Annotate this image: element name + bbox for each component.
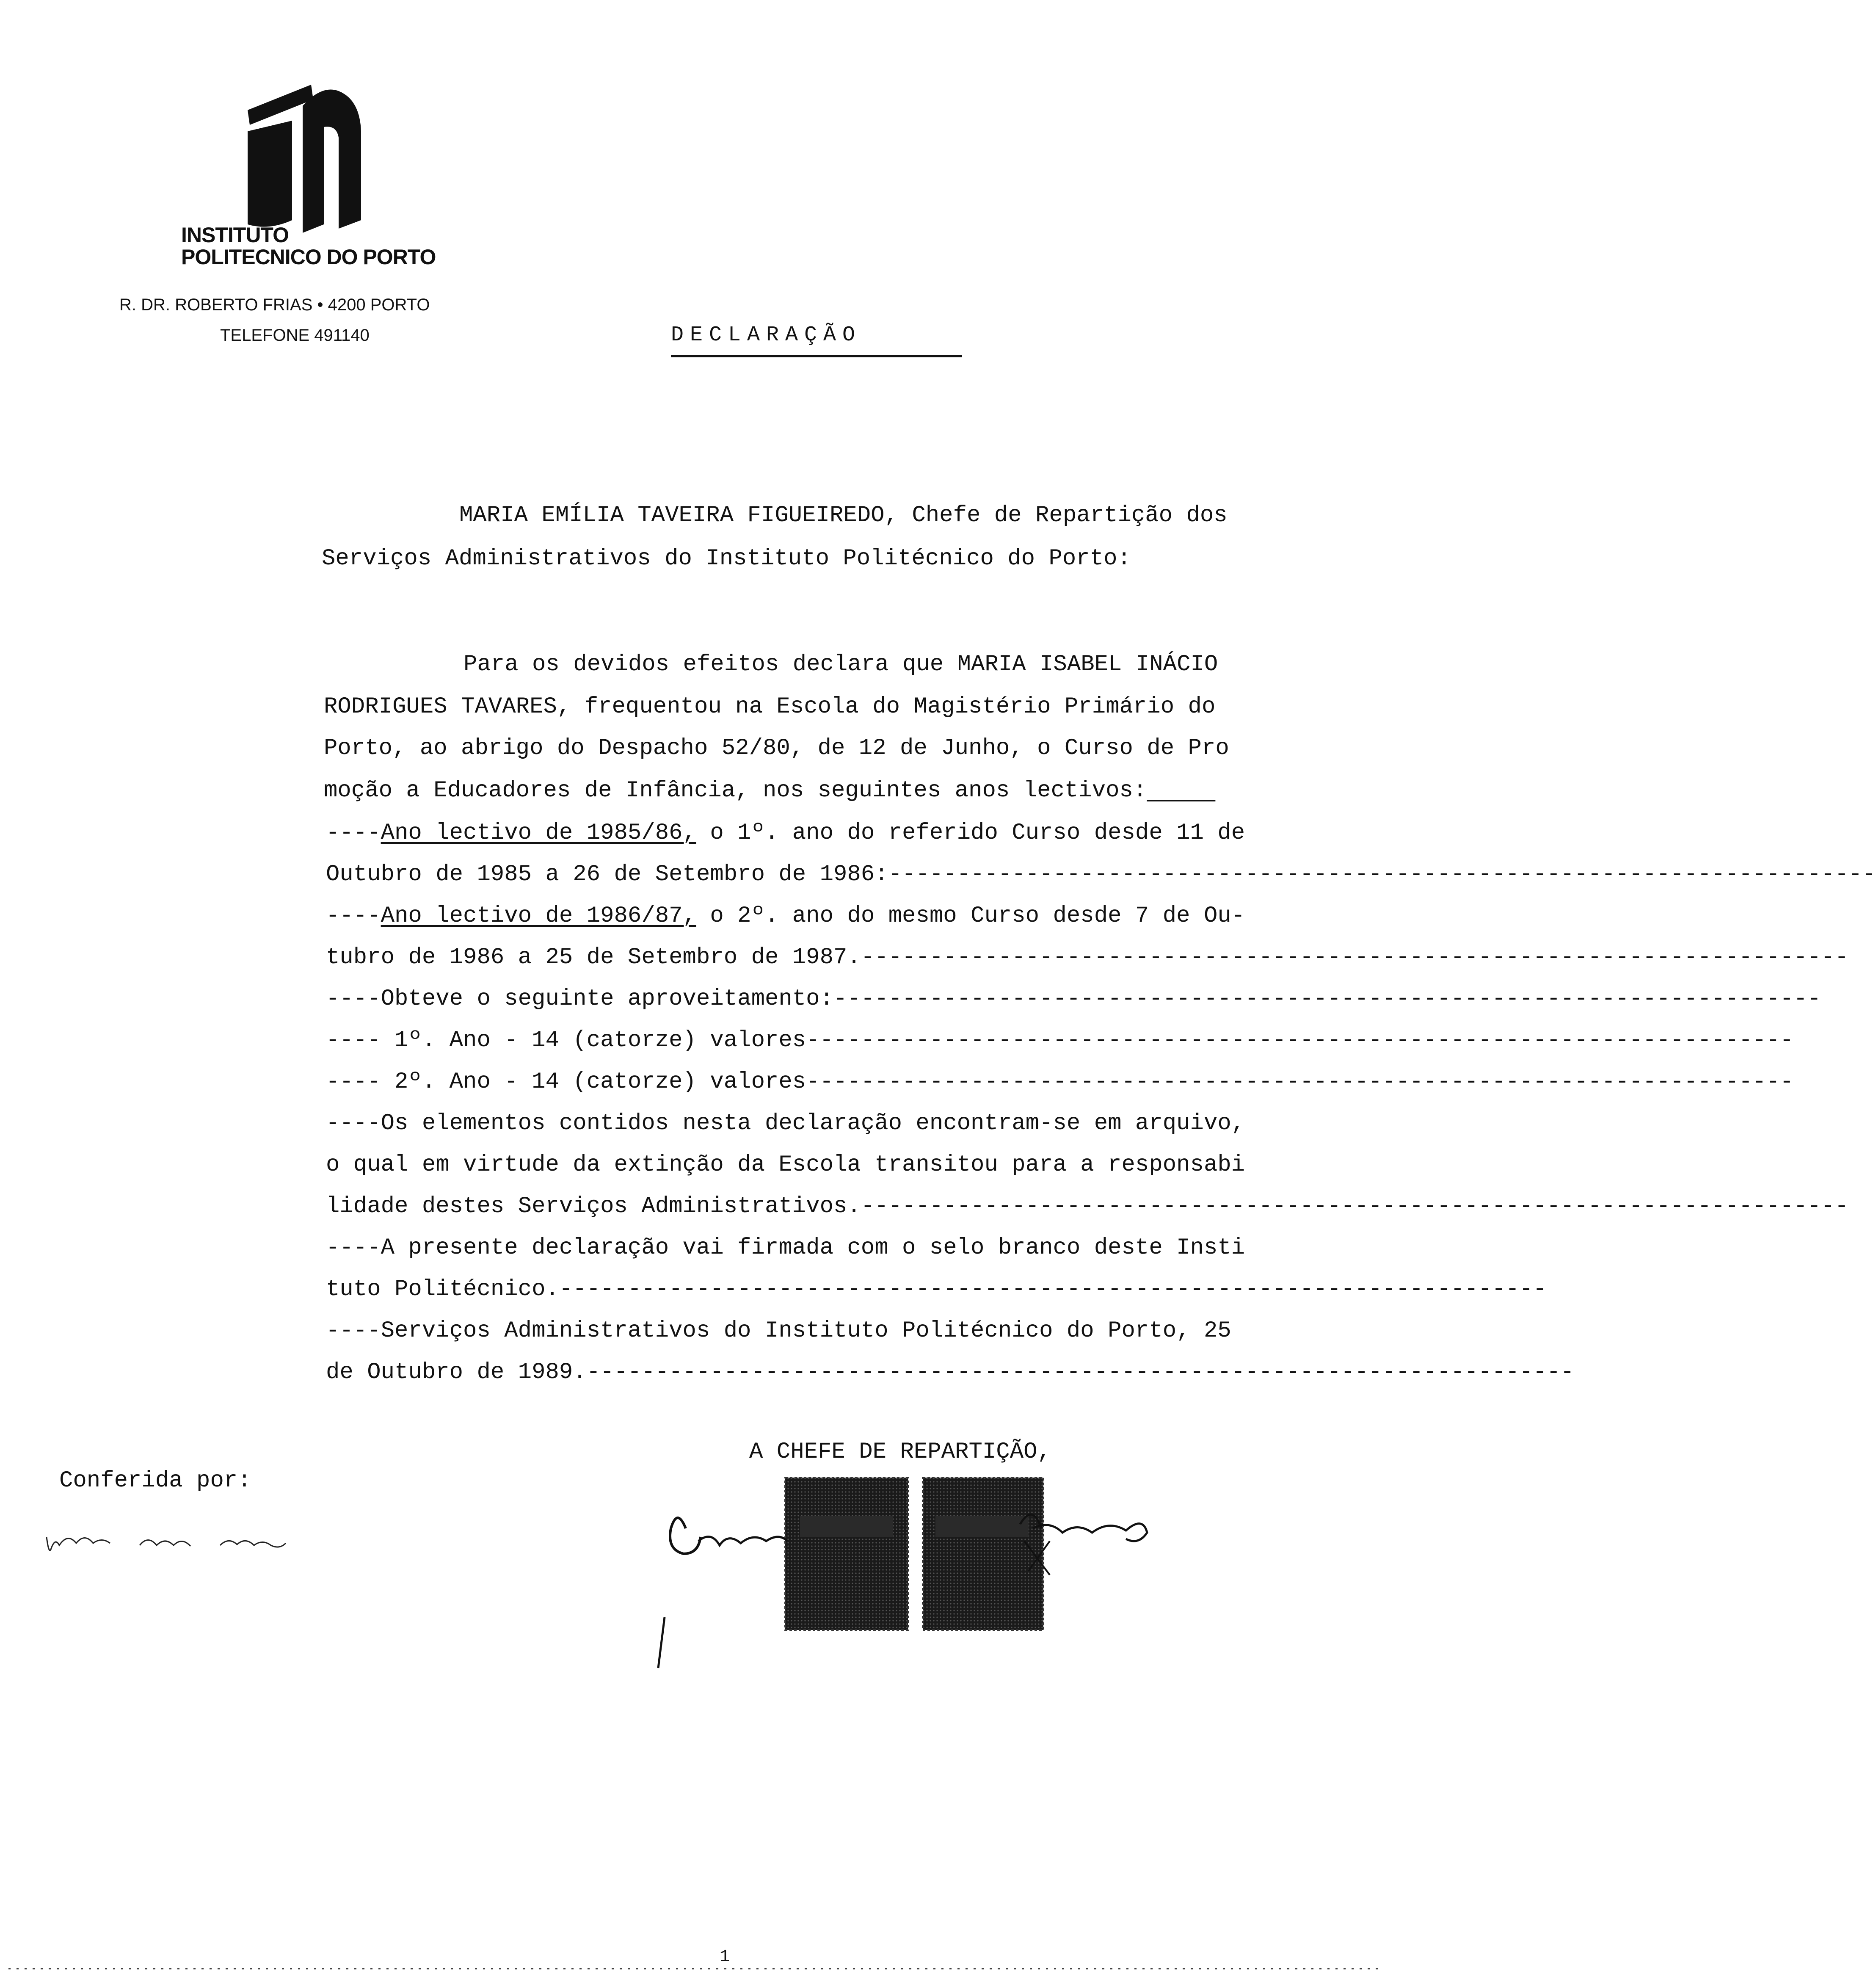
body-line-4-text: moção a Educadores de Infância, nos seguintes anos lectivos:: [324, 778, 1147, 804]
body-line-13: [326, 1152, 1359, 1179]
body-line-7-text: o 2º. ano do mesmo Curso desde 7 de Ou-: [696, 903, 1245, 929]
institution-name-line2: POLITECNICO DO PORTO: [181, 245, 436, 269]
dash-fill: ------------------------------------------------------------------------: [806, 1069, 1794, 1095]
signature: [660, 1490, 1194, 1693]
body-line-7: [326, 903, 1359, 930]
date-line: de Outubro de 1989.: [326, 1359, 587, 1385]
body-line-16: [326, 1276, 1547, 1303]
body-line-5: [326, 820, 1359, 847]
body-line-12: [326, 1111, 1359, 1137]
body-line-4: [324, 778, 1215, 804]
body-line-15: [326, 1235, 1359, 1262]
body-line-5-text: o 1º. ano do referido Curso desde 11 de: [696, 820, 1245, 846]
body-line-14: [326, 1193, 1848, 1220]
dash-prefix: ----: [326, 903, 381, 929]
body-line-8: [326, 945, 1848, 971]
body-line-17: [326, 1318, 1359, 1345]
body-line-11: [326, 1069, 1794, 1096]
grade-year-2: ---- 2º. Ano - 14 (catorze) valores: [326, 1069, 806, 1095]
body-line-16-text: tuto Politécnico.: [326, 1276, 559, 1302]
dash-prefix: ----: [326, 820, 381, 846]
body-line-18: [326, 1359, 1574, 1386]
body-line-9-text: ----Obteve o seguinte aproveitamento:: [326, 986, 833, 1012]
intro-line-1: MARIA EMÍLIA TAVEIRA FIGUEIREDO, Chefe de Repartição dos: [459, 503, 1228, 528]
institution-phone: TELEFONE 491140: [220, 326, 370, 345]
signature-role: A CHEFE DE REPARTIÇÃO,: [749, 1439, 1051, 1465]
body-line-12-text: ----Os elementos contidos nesta declaração encontram-se em arquivo,: [326, 1111, 1245, 1136]
dash-fill: ------------------------------------------------------------------------: [861, 945, 1848, 970]
body-line-6: [326, 862, 1876, 888]
dash-fill: ------------------------------------------------------------------------: [806, 1028, 1794, 1053]
body-line-9: [326, 986, 1821, 1013]
institution-name-line1: INSTITUTO: [181, 223, 289, 247]
dash-fill: ------------------------------------------------------------------------: [861, 1193, 1848, 1219]
intro-line-2: Serviços Administrativos do Instituto Politécnico do Porto:: [322, 546, 1131, 572]
body-line-10: [326, 1028, 1794, 1054]
school-year-1: Ano lectivo de 1985/86,: [381, 820, 696, 846]
dash-fill: ------------------------------------------------------------------------: [833, 986, 1821, 1012]
body-line-1: Para os devidos efeitos declara que MARIA ISABEL INÁCIO: [463, 652, 1218, 677]
grade-year-1: ---- 1º. Ano - 14 (catorze) valores: [326, 1028, 806, 1053]
title-underline: [671, 355, 962, 357]
body-line-13-text: o qual em virtude da extinção da Escola transitou para a responsabi: [326, 1152, 1245, 1178]
institution-logo: [243, 80, 370, 233]
body-line-6-text: Outubro de 1985 a 26 de Setembro de 1986:: [326, 862, 888, 887]
checker-signature: [42, 1520, 317, 1571]
document-title: DECLARAÇÃO: [671, 323, 862, 347]
body-line-15-text: ----A presente declaração vai firmada com o selo branco deste Insti: [326, 1235, 1245, 1261]
body-line-17-text: ----Serviços Administrativos do Instituto Politécnico do Porto, 25: [326, 1318, 1231, 1344]
school-year-2: Ano lectivo de 1986/87,: [381, 903, 696, 929]
dash-fill: ------------------------------------------------------------------------: [586, 1359, 1574, 1385]
body-line-2: RODRIGUES TAVARES, frequentou na Escola do Magistério Primário do: [324, 694, 1216, 720]
dash-fill: ------------------------------------------------------------------------: [888, 862, 1876, 887]
checked-by-label: Conferida por:: [59, 1468, 251, 1494]
page-number: 1: [720, 1948, 730, 1967]
institution-address: R. DR. ROBERTO FRIAS • 4200 PORTO: [119, 296, 430, 314]
dash-fill: ------------------------------------------------------------------------: [559, 1276, 1547, 1302]
scan-footer-artifact: [0, 1964, 1388, 1973]
body-line-3: Porto, ao abrigo do Despacho 52/80, de 12 de Junho, o Curso de Pro: [324, 735, 1229, 761]
body-line-14-text: lidade destes Serviços Administrativos.: [326, 1193, 861, 1219]
body-line-8-text: tubro de 1986 a 25 de Setembro de 1987.: [326, 945, 861, 970]
